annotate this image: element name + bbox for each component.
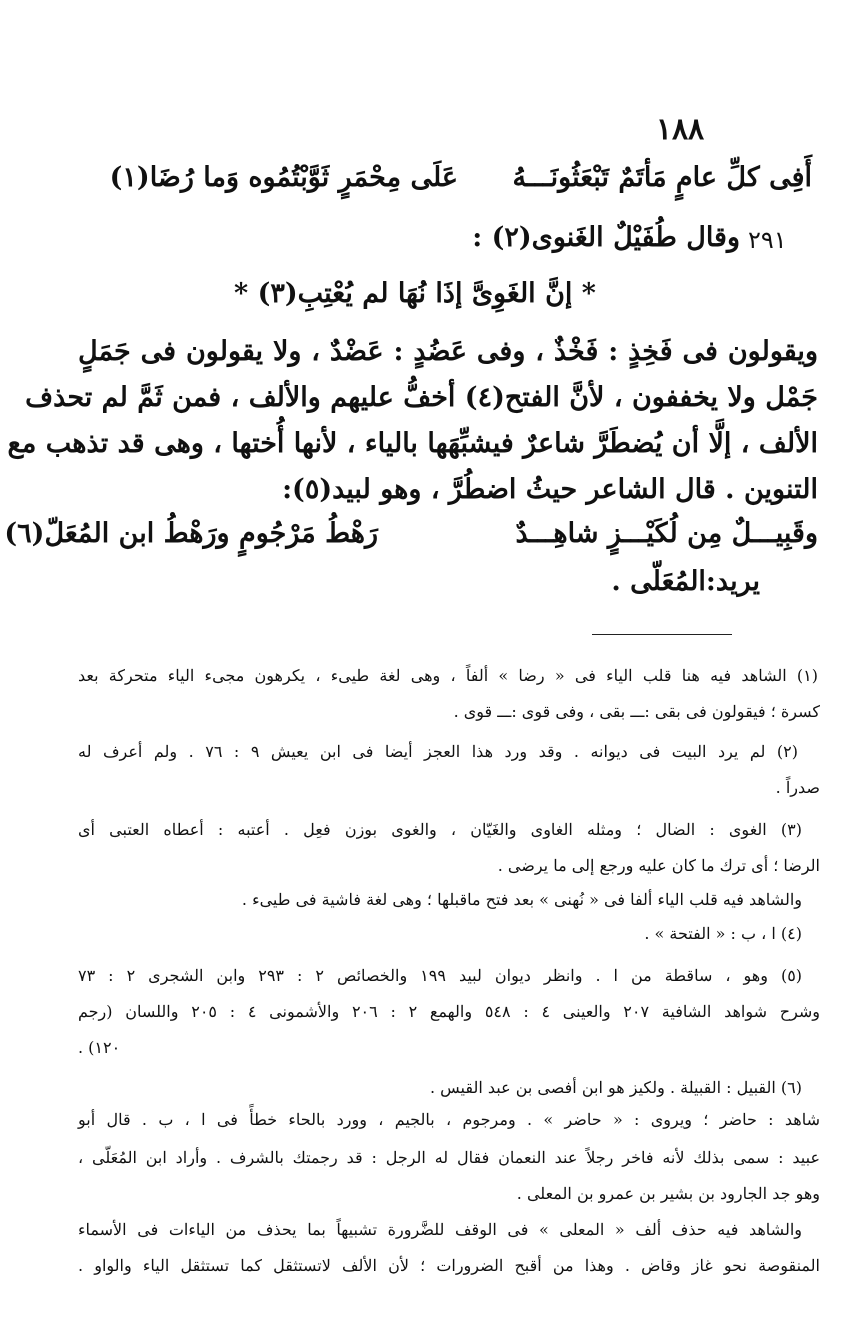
footnote-4: (٤) ا ، ب : « الفتحة » . [644,924,802,943]
footnote-3-line-3: والشاهد فيه قلب الياء ألفا فى « نُهنى » بعد فتح ماقبلها ؛ وهى لغة فاشية فى طيىء . [241,890,802,909]
paragraph-line-1: ويقولون فى فَخِذٍ : فَخْذٌ ، وفى عَضُدٍ : عَضْدٌ ، ولا يقولون فى جَمَلٍ [78,336,818,367]
footnote-5-line-2: وشرح شواهد الشافية ٢٠٧ والعينى ٤ : ٥٤٨ والهمع ٢ : ٢٠٦ والأشمونى ٤ : ٢٠٥ واللسان (رجم [78,1002,821,1021]
paragraph-line-3: الألف ، إلَّا أن يُضطَرَّ شاعرٌ فيشبِّهَها بالياء ، لأنها أُختها ، وهى قد تذهب مع [7,428,818,459]
quote-intro: وقال طُفَيْلٌ الغَنوى(٢) : [472,222,740,253]
footnote-3-line-1: (٣) الغوى : الضال ؛ ومثله الغاوى والغَيّان ، والغوى بوزن فعِل . أعتبه : أعطاه العتبى أى [78,820,802,839]
footnote-6-line-1: (٦) القبيل : القبيلة . ولكيز هو ابن أفصى بن عبد القيس . [429,1078,802,1097]
footnote-6-line-6: المنقوصة نحو غاز وقاض . وهذا من أقبح الضرورات ؛ لأن الألف لاتستثقل كما تستثقل الياء والواو . [78,1256,820,1275]
footnote-6-line-4: وهو جد الجارود بن بشير بن عمرو بن المعلى . [516,1184,820,1203]
footnote-6-line-2: شاهد : حاضر ؛ ويروى : « حاضر » . ومرجوم ، بالجيم ، وورد بالحاء خطأً فى ا ، ب . قال أبو [78,1110,820,1129]
footnote-2-line-1: (٢) لم يرد البيت فى ديوانه . وقد ورد هذا العجز أيضا فى ابن يعيش ٩ : ٧٦ . ولم أعرف له [78,742,798,761]
verse-2-hemistich-2: رَهْطُ مَرْجُومٍ ورَهْطُ ابن المُعَلّ(٦) [4,518,378,549]
verse-1-hemistich-1: أَفِى كلِّ عامٍ مَأتَمٌ تَبْعَثُونَـــهُ [512,162,812,193]
paragraph-line-4: التنوين . قال الشاعر حيثُ اضطُرَّ ، وهو لبيد(٥): [282,474,818,505]
verse-number: ٢٩١ [748,226,787,254]
footnote-divider [592,634,732,635]
footnote-6-line-3: عبيد : سمى بذلك لأنه فاخر رجلاً عند النعمان فقال له الرجل : قد رجمتك بالشرف . وأراد ابن المُعَلّى ، [78,1148,820,1167]
quoted-verse: * إنَّ الغَوِىَّ إذَا نُهَا لم يُعْتِبِ(٣) * [234,278,596,309]
page-number: ١٨٨ [655,112,705,147]
footnote-5-line-1: (٥) وهو ، ساقطة من ا . وانظر ديوان لبيد ١٩٩ والخصائص ٢ : ٢٩٣ وابن الشجرى ٢ : ٧٣ [78,966,803,985]
footnote-1-line-1: (١) الشاهد فيه هنا قلب الياء فى « رضا » ألفاً ، وهى لغة طيىء ، يكرهون مجىء الياء متحركة بعد [78,666,818,685]
footnote-5-line-3: ١٢٠) . [78,1038,121,1057]
verse-2-hemistich-1: وقَبِيـــلٌ مِن لُكَيْـــزٍ شاهِـــدٌ [515,518,818,549]
footnote-1-line-2: كسرة ؛ فيقولون فى بقى :ـــ بقى ، وفى قوى :ـــ قوى . [453,702,820,721]
verse-1-hemistich-2: عَلَى مِحْمَرٍ ثَوَّبْتُمُوه وَما رُضَا(١) [109,162,458,193]
verse-2-gloss: يريد:المُعَلّى . [611,566,760,597]
footnote-6-line-5: والشاهد فيه حذف ألف « المعلى » فى الوقف للضَّرورة تشبيهاً بما يحذف من الياءات فى الأسماء [78,1220,802,1239]
footnote-2-line-2: صدراً . [775,778,820,797]
paragraph-line-2: جَمْل ولا يخففون ، لأنَّ الفتح(٤) أخفُّ عليهم والألف ، فمن ثَمَّ لم تحذف [25,382,818,413]
footnote-3-line-2: الرضا ؛ أى ترك ما كان عليه ورجع إلى ما يرضى . [497,856,820,875]
